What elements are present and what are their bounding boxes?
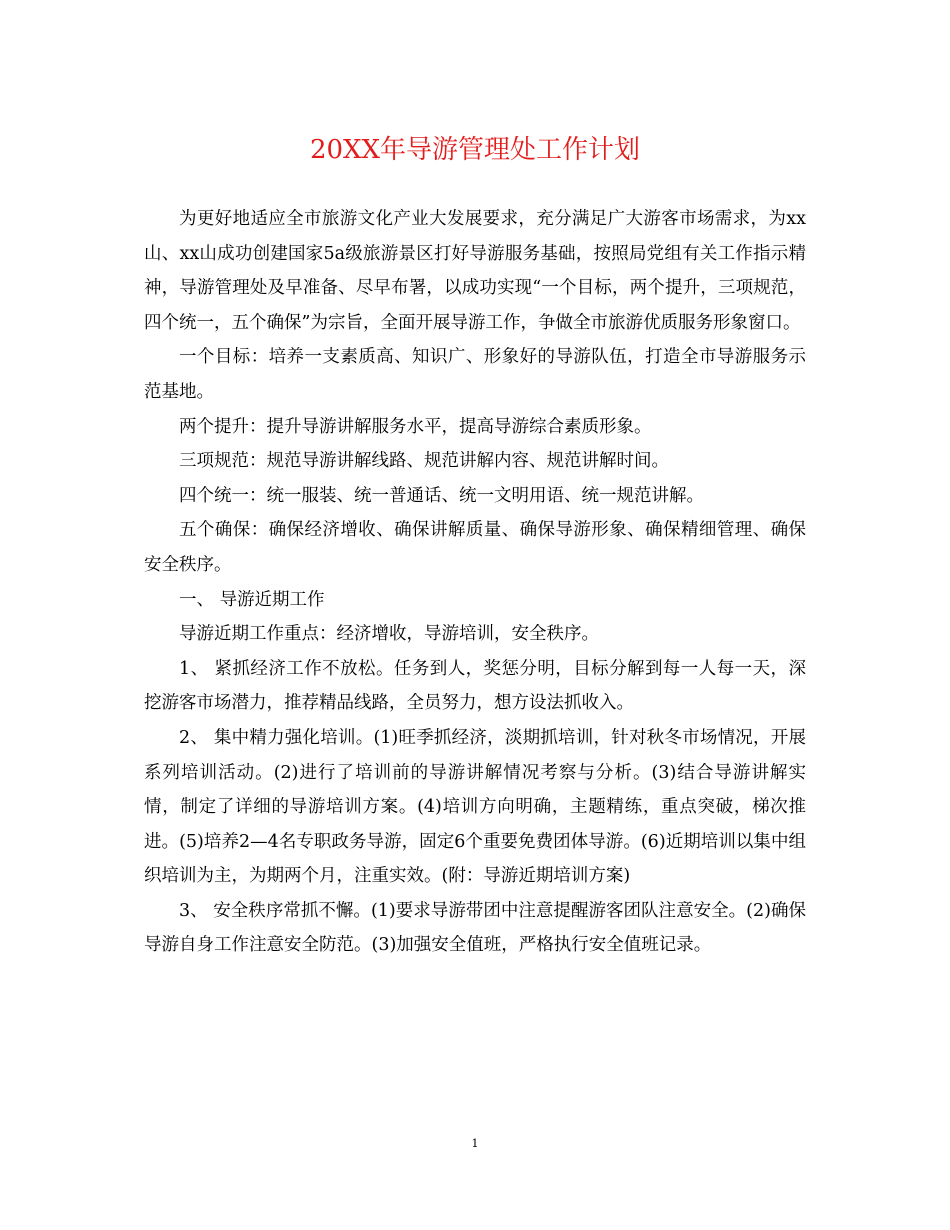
paragraph-five-guarantees: 五个确保：确保经济增收、确保讲解质量、确保导游形象、确保精细管理、确保安全秩序。 bbox=[144, 520, 806, 575]
paragraph-two-improvements: 两个提升：提升导游讲解服务水平，提高导游综合素质形象。 bbox=[179, 416, 652, 437]
paragraph-item-3: 3、 安全秩序常抓不懈。(1)要求导游带团中注意提醒游客团队注意安全。(2)确保导游自身工作注意安全防范。(3)加强安全值班，严格执行安全值班记录。 bbox=[144, 900, 806, 956]
paragraph-item-2: 2、 集中精力强化培训。(1)旺季抓经济，淡期抓培训，针对秋冬市场情况，开展系列培训活动。(2)进行了培训前的导游讲解情况考察与分析。(3)结合导游讲解实情，制定了详细的导游培训方案。(4)培训方向明确，主题精练，重点突破，梯次推进。(5)培养2—4名专职政务导游，固定6个重要免费团体导游。(6)近期培训以集中组织培训为主，为期两个月，注重实效。(附：导游近期培训方案) bbox=[144, 727, 806, 887]
document-body bbox=[144, 202, 806, 963]
paragraph-recent-focus: 导游近期工作重点：经济增收，导游培训，安全秩序。 bbox=[179, 624, 599, 645]
paragraph-intro: 为更好地适应全市旅游文化产业大发展要求，充分满足广大游客市场需求，为xx山、xx山成功创建国家5a级旅游景区打好导游服务基础，按照局党组有关工作指示精神，导游管理处及早准备、尽早布署，以成功实现“一个目标，两个提升，三项规范，四个统一，五个确保”为宗旨，全面开展导游工作，争做全市旅游优质服务形象窗口。 bbox=[144, 209, 806, 333]
section-heading-recent-work: 一、 导游近期工作 bbox=[179, 589, 325, 610]
paragraph-three-standards: 三项规范：规范导游讲解线路、规范讲解内容、规范讲解时间。 bbox=[179, 451, 669, 472]
paragraph-item-1: 1、 紧抓经济工作不放松。任务到人，奖惩分明，目标分解到每一人每一天，深挖游客市场潜力，推荐精品线路，全员努力，想方设法抓收入。 bbox=[144, 658, 806, 714]
paragraph-four-unifications: 四个统一：统一服装、统一普通话、统一文明用语、统一规范讲解。 bbox=[179, 485, 704, 506]
document-title: 20XX年导游管理处工作计划 bbox=[309, 135, 641, 165]
page-number: 1 bbox=[471, 1137, 479, 1150]
paragraph-one-goal: 一个目标：培养一支素质高、知识广、形象好的导游队伍，打造全市导游服务示范基地。 bbox=[144, 347, 806, 402]
